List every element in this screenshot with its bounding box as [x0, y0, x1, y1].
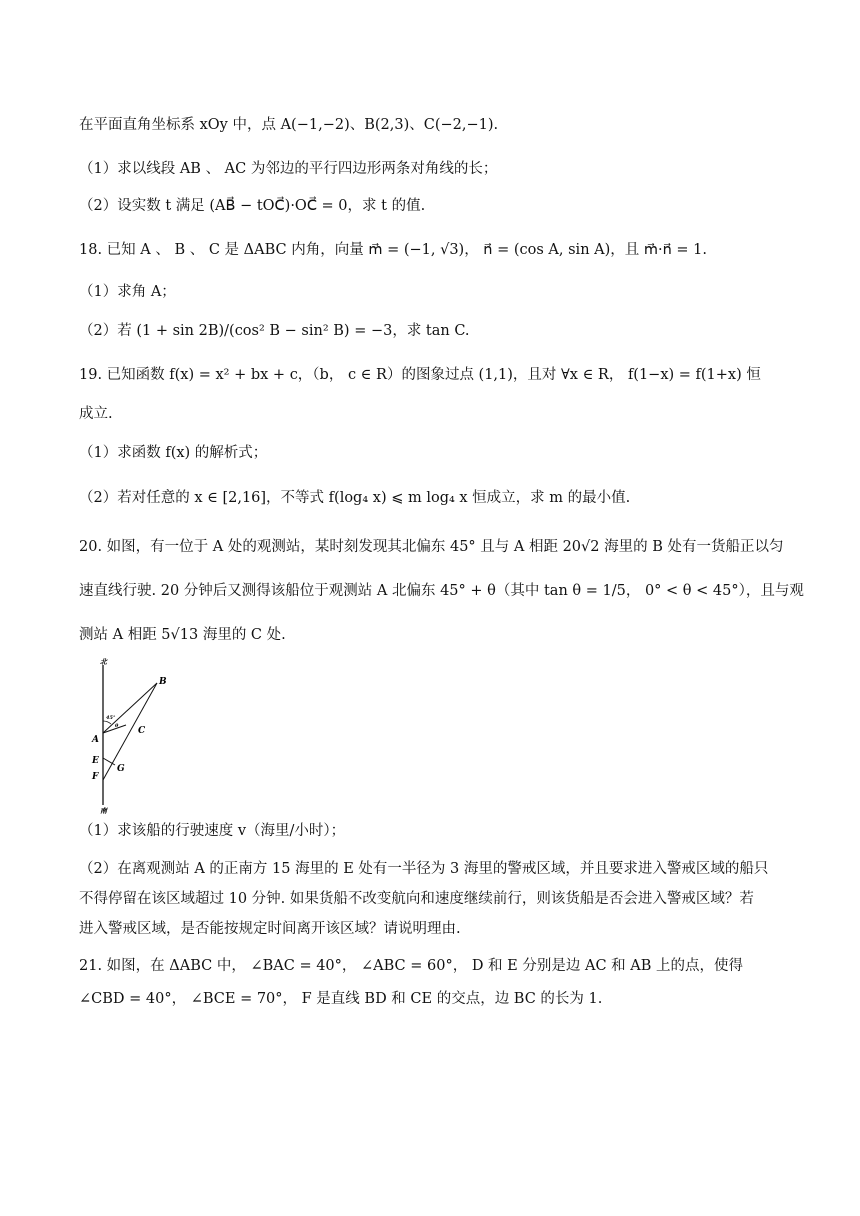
problem-19-part-2: （2）若对任意的 x ∈ [2,16]，不等式 f(log₄ x) ⩽ m log₄ x 恒成立，求 m 的最小值. [79, 490, 631, 506]
problem-20-part-2: （2）在离观测站 A 的正南方 15 海里的 E 处有一半径为 3 海里的警戒区域，并且要求进入警戒区域的船只 [79, 861, 769, 877]
north-label: 北 [100, 657, 107, 666]
point-c-label: C [138, 726, 146, 736]
problem-19-intro-cont: 成立. [79, 406, 113, 422]
problem-21-intro-cont: ∠CBD = 40°， ∠BCE = 70°， F 是直线 BD 和 CE 的交点，边 BC 的长为 1. [79, 991, 603, 1007]
problem-18-part-2: （2）若 (1 + sin 2B)/(cos² B − sin² B) = −3，求 tan C. [79, 323, 470, 339]
problem-18-part-1: （1）求角 A； [79, 284, 176, 300]
theta-label: θ [115, 723, 119, 729]
point-g-label: G [117, 764, 125, 774]
problem-17-intro: 在平面直角坐标系 xOy 中，点 A(−1,−2)、B(2,3)、C(−2,−1). [79, 117, 499, 133]
ship-route-line [103, 683, 157, 780]
problem-20-part-2-cont1: 不得停留在该区域超过 10 分钟. 如果货船不改变航向和速度继续前行，则该货船是否会进入警戒区域？若 [79, 891, 754, 907]
navigation-diagram [82, 655, 192, 815]
problem-17-part-1: （1）求以线段 AB 、 AC 为邻边的平行四边形两条对角线的长； [79, 161, 498, 177]
problem-21-intro: 21. 如图，在 ΔABC 中， ∠BAC = 40°， ∠ABC = 60°， D 和 E 分别是边 AC 和 AB 上的点，使得 [79, 958, 743, 974]
south-label: 南 [100, 806, 107, 815]
point-e-label: E [92, 756, 99, 766]
problem-17-part-2: （2）设实数 t 满足 (AB⃗ − tOC⃗)·OC⃗ = 0，求 t 的值. [79, 198, 426, 214]
problem-19-part-1: （1）求函数 f(x) 的解析式； [79, 445, 268, 461]
angle-45-label: 45° [106, 715, 116, 721]
angle-arc [103, 721, 111, 724]
point-b-label: B [159, 677, 167, 687]
point-f-label: F [92, 772, 99, 782]
problem-20-intro-cont1: 速直线行驶. 20 分钟后又测得该船位于观测站 A 北偏东 45° + θ（其中 tan θ = 1/5， 0° < θ < 45°），且与观 [79, 583, 804, 599]
line-ab [103, 683, 157, 733]
problem-20-intro: 20. 如图，有一位于 A 处的观测站，某时刻发现其北偏东 45° 且与 A 相距 20√2 海里的 B 处有一货船正以匀 [79, 539, 784, 555]
problem-20-intro-cont2: 测站 A 相距 5√13 海里的 C 处. [79, 627, 286, 643]
point-a-label: A [92, 735, 99, 745]
problem-18-intro: 18. 已知 A 、 B 、 C 是 ΔABC 内角，向量 m⃗ = (−1, √3)， n⃗ = (cos A, sin A)，且 m⃗·n⃗ = 1. [79, 242, 708, 258]
problem-20-part-1: （1）求该船的行驶速度 v（海里/小时）； [79, 823, 346, 839]
problem-20-part-2-cont2: 进入警戒区域，是否能按规定时间离开该区域？请说明理由. [79, 921, 461, 937]
problem-19-intro: 19. 已知函数 f(x) = x² + bx + c，（b， c ∈ R）的图象过点 (1,1)，且对 ∀x ∈ R， f(1−x) = f(1+x) 恒 [79, 367, 761, 383]
